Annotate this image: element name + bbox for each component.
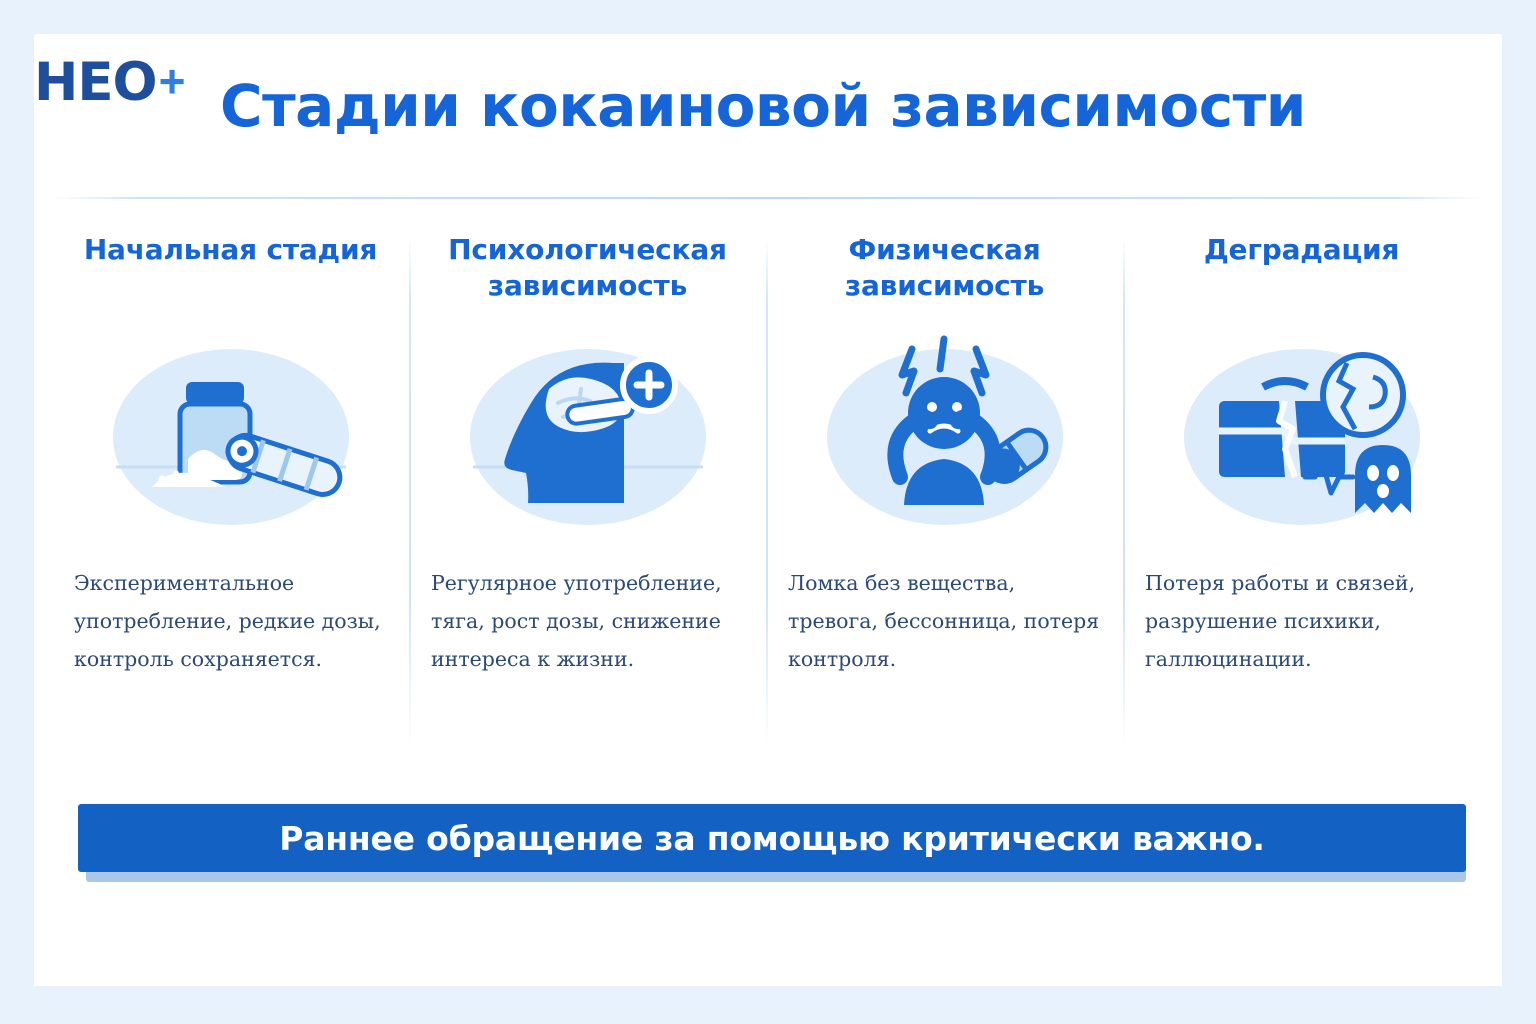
call-to-action-banner: [78, 804, 1466, 872]
poster-canvas: [34, 34, 1502, 986]
stage-description: Ломка без вещества, тревога, бессонница, потеря контроля.: [788, 571, 1100, 671]
head-brain-craving-icon: [458, 324, 718, 539]
stage-title: Физическая зависимость: [844, 233, 1045, 302]
title-divider: [52, 197, 1482, 199]
stage-description: Потеря работы и связей, разрушение психики, галлюцинации.: [1145, 571, 1416, 671]
brand-logo-plus-icon: +: [158, 54, 185, 107]
stage-title: Психологическая зависимость: [448, 233, 727, 302]
frame-left-strip: [0, 0, 34, 1024]
banner-text: Раннее обращение за помощью критически важно.: [279, 818, 1265, 858]
frame-top-strip: [0, 0, 1536, 34]
stage-column-3: [766, 232, 1123, 679]
stages-row: [52, 232, 1482, 679]
broken-briefcase-psyche-ghost-icon: [1172, 324, 1432, 539]
stage-title: Начальная стадия: [83, 233, 378, 266]
brand-logo-text: HEO: [34, 52, 157, 113]
stage-title: Деградация: [1203, 233, 1400, 266]
frame-right-strip: [1502, 0, 1536, 1024]
brand-logo: [34, 52, 185, 113]
stage-column-1: [52, 232, 409, 679]
stage-column-2: [409, 232, 766, 679]
withdrawal-headache-person-icon: [815, 324, 1075, 539]
stage-column-4: [1123, 232, 1480, 679]
pill-bottle-and-rolled-banknote-icon: [101, 324, 361, 539]
frame-bottom-strip: [0, 986, 1536, 1024]
stage-description: Экспериментальное употребление, редкие дозы, контроль сохраняется.: [74, 571, 381, 671]
stage-description: Регулярное употребление, тяга, рост дозы, снижение интереса к жизни.: [431, 571, 722, 671]
page-title: Стадии кокаиновой зависимости: [220, 72, 1306, 140]
